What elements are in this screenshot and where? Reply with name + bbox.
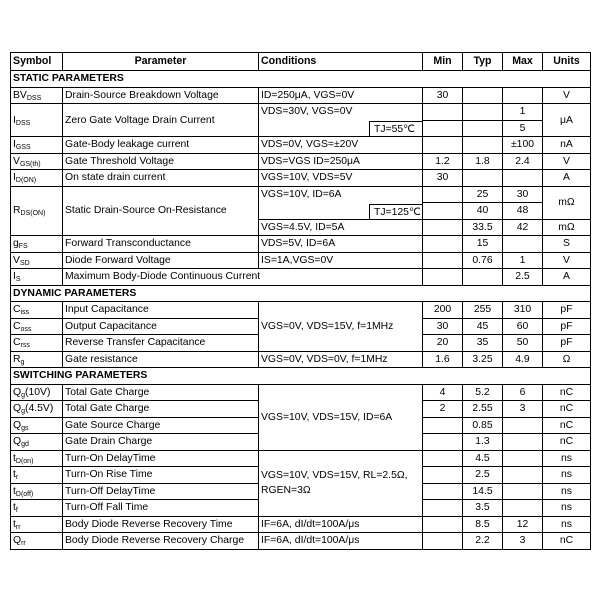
conditions-cell: VGS=4.5V, ID=5A <box>259 219 423 236</box>
table-row <box>11 302 591 319</box>
section-dynamic: DYNAMIC PARAMETERS <box>11 285 591 302</box>
symbol-cell: $I_{DSS}$ <box>11 104 63 137</box>
unit-cell: nC <box>543 401 591 418</box>
section-row <box>11 71 591 88</box>
table-row <box>11 137 591 154</box>
max-cell: 12 <box>503 516 543 533</box>
conditions-cell: VGS=0V, VDS=0V, f=1MHz <box>259 351 423 368</box>
conditions-cell: IF=6A, dI/dt=100A/μs <box>259 516 423 533</box>
max-cell <box>503 170 543 187</box>
table-row <box>11 269 591 286</box>
max-cell: 2.5 <box>503 269 543 286</box>
unit-cell: nC <box>543 533 591 550</box>
typ-cell <box>463 137 503 154</box>
symbol-cell: $V_{SD}$ <box>11 252 63 269</box>
min-cell <box>423 252 463 269</box>
typ-cell: 3.25 <box>463 351 503 368</box>
unit-cell: ns <box>543 483 591 500</box>
symbol-cell: $Q_{rr}$ <box>11 533 63 550</box>
typ-cell: 8.5 <box>463 516 503 533</box>
typ-cell: 255 <box>463 302 503 319</box>
symbol-cell: $V_{GS(th)}$ <box>11 153 63 170</box>
typ-cell: 33.5 <box>463 219 503 236</box>
conditions-cell: VDS=VGS ID=250μA <box>259 153 423 170</box>
section-row <box>11 368 591 385</box>
typ-cell: 35 <box>463 335 503 352</box>
parameter-cell: Maximum Body-Diode Continuous Current <box>63 269 423 286</box>
max-cell: 1 <box>503 104 543 121</box>
typ-cell: 15 <box>463 236 503 253</box>
header-typ: Typ <box>463 53 503 71</box>
conditions-cell: VGS=10V, ID=6A TJ=125℃ <box>259 186 423 219</box>
parameter-cell: Gate Drain Charge <box>63 434 259 451</box>
header-units: Units <box>543 53 591 71</box>
max-cell <box>503 500 543 517</box>
max-cell: 1 <box>503 252 543 269</box>
section-static: STATIC PARAMETERS <box>11 71 591 88</box>
unit-cell: A <box>543 170 591 187</box>
typ-cell <box>463 269 503 286</box>
typ-cell: 1.8 <box>463 153 503 170</box>
conditions-cell: VGS=10V, VDS=15V, ID=6A <box>259 384 423 450</box>
section-switching: SWITCHING PARAMETERS <box>11 368 591 385</box>
min-cell <box>423 467 463 484</box>
table-row <box>11 236 591 253</box>
min-cell <box>423 104 463 121</box>
symbol-cell: $Q_{gd}$ <box>11 434 63 451</box>
symbol-cell: $t_{rr}$ <box>11 516 63 533</box>
unit-cell: V <box>543 153 591 170</box>
max-cell: 42 <box>503 219 543 236</box>
min-cell: 200 <box>423 302 463 319</box>
max-cell: 310 <box>503 302 543 319</box>
parameter-cell: Body Diode Reverse Recovery Charge <box>63 533 259 550</box>
parameter-cell: Static Drain-Source On-Resistance <box>63 186 259 236</box>
table-row <box>11 516 591 533</box>
typ-cell <box>463 87 503 104</box>
min-cell <box>423 120 463 137</box>
parameter-cell: Turn-On Rise Time <box>63 467 259 484</box>
max-cell <box>503 467 543 484</box>
max-cell <box>503 450 543 467</box>
min-cell: 30 <box>423 170 463 187</box>
switch-condition-line2: RGEN=3Ω <box>261 485 311 496</box>
conditions-cell: VDS=5V, ID=6A <box>259 236 423 253</box>
unit-cell: nC <box>543 434 591 451</box>
symbol-cell: $Q_g(10V)$ <box>11 384 63 401</box>
typ-cell <box>463 170 503 187</box>
table-row <box>11 533 591 550</box>
min-cell <box>423 417 463 434</box>
max-cell: 48 <box>503 203 543 220</box>
symbol-cell: $C_{rss}$ <box>11 335 63 352</box>
symbol-cell: $R_g$ <box>11 351 63 368</box>
typ-cell: 4.5 <box>463 450 503 467</box>
symbol-cell: $C_{oss}$ <box>11 318 63 335</box>
conditions-cell: IS=1A,VGS=0V <box>259 252 423 269</box>
parameter-cell: Output Capacitance <box>63 318 259 335</box>
parameter-cell: Gate-Body leakage current <box>63 137 259 154</box>
max-cell: 6 <box>503 384 543 401</box>
typ-cell: 2.55 <box>463 401 503 418</box>
unit-cell: nC <box>543 417 591 434</box>
parameter-cell: Turn-On DelayTime <box>63 450 259 467</box>
typ-cell: 0.85 <box>463 417 503 434</box>
parameter-cell: Gate resistance <box>63 351 259 368</box>
min-cell <box>423 483 463 500</box>
unit-cell: pF <box>543 318 591 335</box>
symbol-cell: $I_{D(ON)}$ <box>11 170 63 187</box>
header-parameter: Parameter <box>63 53 259 71</box>
parameter-cell: Forward Transconductance <box>63 236 259 253</box>
parameter-cell: On state drain current <box>63 170 259 187</box>
min-cell <box>423 533 463 550</box>
parameter-cell: Turn-Off Fall Time <box>63 500 259 517</box>
symbol-cell: $t_{D(off)}$ <box>11 483 63 500</box>
unit-cell: S <box>543 236 591 253</box>
max-cell: 30 <box>503 186 543 203</box>
typ-cell <box>463 120 503 137</box>
unit-cell: mΩ <box>543 186 591 219</box>
symbol-cell: $Q_{gs}$ <box>11 417 63 434</box>
parameter-cell: Input Capacitance <box>63 302 259 319</box>
max-cell <box>503 434 543 451</box>
typ-cell: 45 <box>463 318 503 335</box>
switch-condition-line1: VGS=10V, VDS=15V, RL=2.5Ω, <box>261 470 408 481</box>
unit-cell: V <box>543 87 591 104</box>
min-cell: 30 <box>423 318 463 335</box>
parameter-cell: Zero Gate Voltage Drain Current <box>63 104 259 137</box>
table-row <box>11 450 591 467</box>
min-cell <box>423 269 463 286</box>
symbol-cell: $BV_{DSS}$ <box>11 87 63 104</box>
conditions-cell: VGS=10V, VDS=5V <box>259 170 423 187</box>
min-cell: 30 <box>423 87 463 104</box>
table-row <box>11 351 591 368</box>
max-cell: 4.9 <box>503 351 543 368</box>
table-row <box>11 252 591 269</box>
conditions-cell: ID=250μA, VGS=0V <box>259 87 423 104</box>
table-row <box>11 104 591 121</box>
parameter-cell: Body Diode Reverse Recovery Time <box>63 516 259 533</box>
typ-cell: 40 <box>463 203 503 220</box>
parameter-cell: Diode Forward Voltage <box>63 252 259 269</box>
typ-cell: 2.2 <box>463 533 503 550</box>
min-cell <box>423 203 463 220</box>
typ-cell: 2.5 <box>463 467 503 484</box>
max-cell: 50 <box>503 335 543 352</box>
min-cell <box>423 450 463 467</box>
conditions-cell: IF=6A, dI/dt=100A/μs <box>259 533 423 550</box>
parameter-cell: Total Gate Charge <box>63 401 259 418</box>
unit-cell: μA <box>543 104 591 137</box>
max-cell <box>503 483 543 500</box>
header-conditions: Conditions <box>259 53 423 71</box>
table-row <box>11 186 591 203</box>
unit-cell: nA <box>543 137 591 154</box>
unit-cell: pF <box>543 335 591 352</box>
table-row <box>11 87 591 104</box>
min-cell: 2 <box>423 401 463 418</box>
typ-cell: 3.5 <box>463 500 503 517</box>
min-cell <box>423 500 463 517</box>
unit-cell: ns <box>543 450 591 467</box>
symbol-cell: $I_S$ <box>11 269 63 286</box>
min-cell <box>423 219 463 236</box>
parameter-cell: Total Gate Charge <box>63 384 259 401</box>
unit-cell: ns <box>543 467 591 484</box>
min-cell: 1.2 <box>423 153 463 170</box>
symbol-cell: $t_f$ <box>11 500 63 517</box>
electrical-characteristics-table <box>10 52 591 550</box>
header-max: Max <box>503 53 543 71</box>
parameter-cell: Gate Threshold Voltage <box>63 153 259 170</box>
max-cell: 5 <box>503 120 543 137</box>
typ-cell: 0.76 <box>463 252 503 269</box>
table-row <box>11 384 591 401</box>
max-cell <box>503 236 543 253</box>
tj-condition: TJ=125℃ <box>369 204 422 220</box>
min-cell <box>423 137 463 154</box>
max-cell: 3 <box>503 401 543 418</box>
conditions-cell: VDS=0V, VGS=±20V <box>259 137 423 154</box>
max-cell: ±100 <box>503 137 543 154</box>
typ-cell <box>463 104 503 121</box>
max-cell <box>503 87 543 104</box>
header-min: Min <box>423 53 463 71</box>
header-row <box>11 53 591 71</box>
symbol-cell: $g_{FS}$ <box>11 236 63 253</box>
header-symbol: Symbol <box>11 53 63 71</box>
typ-cell: 1.3 <box>463 434 503 451</box>
symbol-cell: $t_{D(on)}$ <box>11 450 63 467</box>
parameter-cell: Gate Source Charge <box>63 417 259 434</box>
symbol-cell: $t_r$ <box>11 467 63 484</box>
unit-cell: pF <box>543 302 591 319</box>
section-row <box>11 285 591 302</box>
min-cell <box>423 236 463 253</box>
typ-cell: 5.2 <box>463 384 503 401</box>
parameter-cell: Reverse Transfer Capacitance <box>63 335 259 352</box>
parameter-cell: Drain-Source Breakdown Voltage <box>63 87 259 104</box>
symbol-cell: $C_{iss}$ <box>11 302 63 319</box>
symbol-cell: $Q_g(4.5V)$ <box>11 401 63 418</box>
min-cell <box>423 516 463 533</box>
parameter-cell: Turn-Off DelayTime <box>63 483 259 500</box>
unit-cell: ns <box>543 516 591 533</box>
conditions-cell: VGS=0V, VDS=15V, f=1MHz <box>259 302 423 352</box>
max-cell: 60 <box>503 318 543 335</box>
conditions-cell: VDS=30V, VGS=0V TJ=55℃ <box>259 104 423 137</box>
tj-condition: TJ=55℃ <box>369 121 422 137</box>
max-cell: 2.4 <box>503 153 543 170</box>
unit-cell: nC <box>543 384 591 401</box>
table-row <box>11 170 591 187</box>
unit-cell: mΩ <box>543 219 591 236</box>
min-cell <box>423 434 463 451</box>
min-cell: 20 <box>423 335 463 352</box>
typ-cell: 14.5 <box>463 483 503 500</box>
typ-cell: 25 <box>463 186 503 203</box>
unit-cell: A <box>543 269 591 286</box>
table-row <box>11 153 591 170</box>
conditions-cell <box>259 450 423 516</box>
symbol-cell: $I_{GSS}$ <box>11 137 63 154</box>
unit-cell: V <box>543 252 591 269</box>
min-cell: 4 <box>423 384 463 401</box>
max-cell: 3 <box>503 533 543 550</box>
min-cell <box>423 186 463 203</box>
min-cell: 1.6 <box>423 351 463 368</box>
max-cell <box>503 417 543 434</box>
unit-cell: Ω <box>543 351 591 368</box>
unit-cell: ns <box>543 500 591 517</box>
symbol-cell: $R_{DS(ON)}$ <box>11 186 63 236</box>
